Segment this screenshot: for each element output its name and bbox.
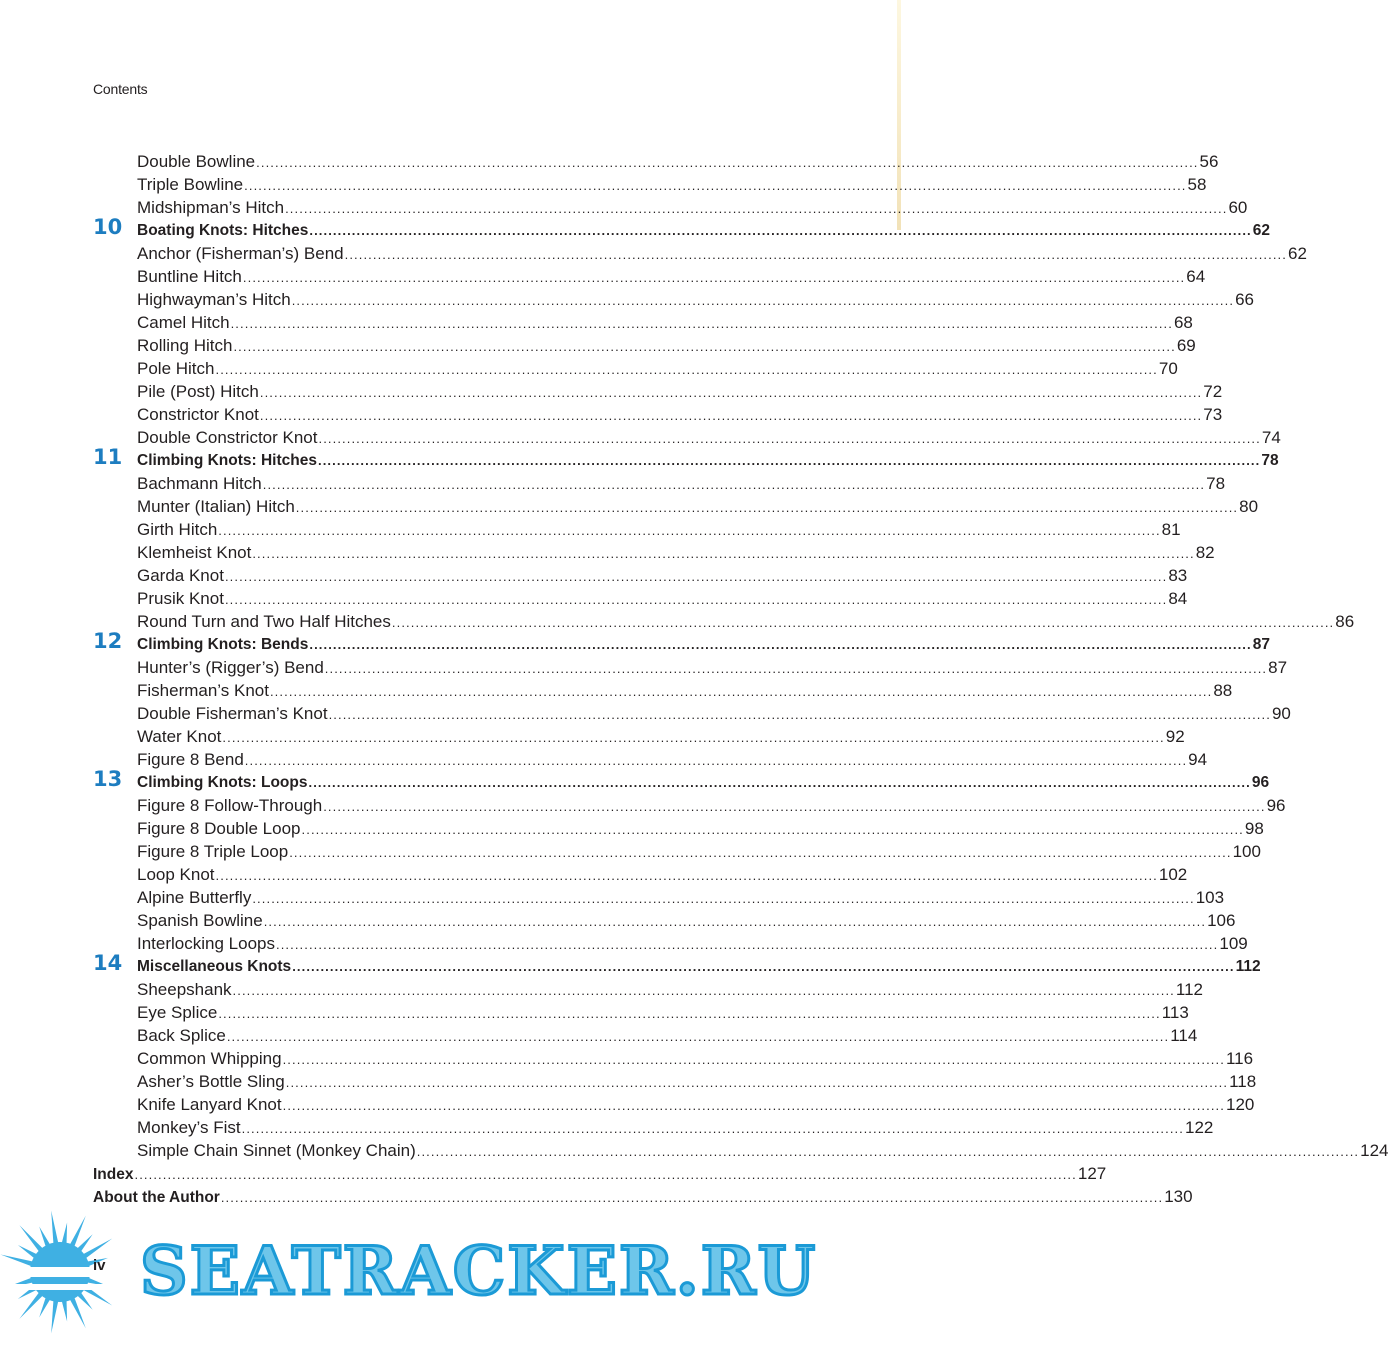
toc-entry-row	[93, 817, 1264, 840]
toc-entry-row	[93, 886, 1225, 909]
toc-title: Figure 8 Bend	[137, 750, 244, 769]
toc-backmatter-row	[93, 1162, 1107, 1185]
toc-page-number: 62	[1252, 222, 1270, 239]
toc-page-number: 118	[1229, 1072, 1257, 1091]
toc-entry-row	[93, 932, 1248, 955]
toc-entry-row	[93, 196, 1248, 219]
toc-title: Climbing Knots: Hitches	[137, 452, 317, 469]
toc-page-number: 84	[1168, 589, 1188, 608]
toc-title: Klemheist Knot	[137, 543, 252, 562]
toc-title: Pole Hitch	[137, 359, 215, 378]
toc-page-number: 112	[1175, 980, 1204, 999]
dot-leader: ........................................................................................................................................................................................................	[309, 637, 1252, 652]
toc-title: Loop Knot	[137, 865, 215, 884]
toc-chapter-row	[93, 629, 1270, 656]
toc-page-number: 90	[1271, 704, 1291, 723]
toc-entry-row	[93, 978, 1204, 1001]
toc-title: Figure 8 Triple Loop	[137, 842, 289, 861]
toc-title: Garda Knot	[137, 566, 224, 585]
toc-entry-row	[93, 679, 1233, 702]
toc-page-number: 86	[1335, 612, 1355, 631]
toc-chapter-row	[93, 767, 1270, 794]
toc-entry-row	[93, 242, 1307, 265]
toc-title: Common Whipping	[137, 1049, 282, 1068]
toc-title: Interlocking Loops	[137, 934, 275, 953]
toc-title: About the Author	[93, 1189, 220, 1206]
toc-page-number: 81	[1161, 520, 1181, 539]
dot-leader: ........................................................................................................................................................................................................	[323, 799, 1266, 814]
toc-page-number: 78	[1261, 452, 1279, 469]
sun-burst-icon	[0, 1212, 140, 1348]
toc-title: Index	[93, 1166, 134, 1183]
toc-entry-row	[93, 1047, 1254, 1070]
toc-entry-row	[93, 403, 1223, 426]
dot-leader: ........................................................................................................................................................................................................	[308, 775, 1251, 790]
dot-leader: ........................................................................................................................................................................................................	[244, 753, 1188, 768]
dot-leader: ........................................................................................................................................................................................................	[289, 845, 1232, 860]
toc-page-number: 122	[1184, 1118, 1214, 1137]
toc-title: Triple Bowline	[137, 175, 244, 194]
toc-entry-row	[93, 357, 1178, 380]
toc-entry-row	[93, 541, 1215, 564]
toc-page-number: 88	[1213, 681, 1233, 700]
dot-leader: ........................................................................................................................................................................................................	[233, 339, 1176, 354]
toc-page-number: 82	[1195, 543, 1215, 562]
chapter-number: 12	[93, 629, 123, 653]
toc-title: Double Constrictor Knot	[137, 428, 318, 447]
toc-entry-row	[93, 610, 1355, 633]
toc-title: Hunter’s (Rigger’s) Bend	[137, 658, 324, 677]
toc-page-number: 109	[1219, 934, 1248, 953]
toc-title: Girth Hitch	[137, 520, 218, 539]
toc-page-number: 72	[1203, 382, 1223, 401]
toc-entry-row	[93, 495, 1259, 518]
toc-page-number: 96	[1251, 774, 1270, 791]
toc-title: Asher’s Bottle Sling	[137, 1072, 285, 1091]
toc-title: Boating Knots: Hitches	[137, 222, 309, 239]
toc-title: Double Fisherman’s Knot	[137, 704, 328, 723]
chapter-number: 13	[93, 767, 123, 791]
dot-leader: ........................................................................................................................................................................................................	[263, 914, 1207, 929]
toc-page-number: 114	[1170, 1026, 1198, 1045]
sun-ray	[51, 1299, 58, 1333]
dot-leader: ........................................................................................................................................................................................................	[282, 1052, 1225, 1067]
toc-page-number: 56	[1199, 152, 1219, 171]
dot-leader: ........................................................................................................................................................................................................	[317, 453, 1261, 468]
toc-title: Alpine Butterfly	[137, 888, 252, 907]
dot-leader: ........................................................................................................................................................................................................	[244, 178, 1187, 193]
toc-page-number: 80	[1239, 497, 1259, 516]
toc-entry-row	[93, 909, 1236, 932]
dot-leader: ........................................................................................................................................................................................................	[218, 1006, 1161, 1021]
dot-leader: ........................................................................................................................................................................................................	[324, 661, 1268, 676]
dot-leader: ........................................................................................................................................................................................................	[256, 155, 1199, 170]
toc-entry-row	[93, 1070, 1257, 1093]
dot-leader: ........................................................................................................................................................................................................	[220, 1190, 1164, 1205]
dot-leader: ........................................................................................................................................................................................................	[215, 868, 1158, 883]
dot-leader: ........................................................................................................................................................................................................	[242, 270, 1186, 285]
dot-leader: ........................................................................................................................................................................................................	[134, 1167, 1077, 1182]
toc-title: Highwayman’s Hitch	[137, 290, 291, 309]
toc-title: Camel Hitch	[137, 313, 230, 332]
toc-title: Miscellaneous Knots	[137, 958, 292, 975]
toc-title: Pile (Post) Hitch	[137, 382, 259, 401]
dot-leader: ........................................................................................................................................................................................................	[285, 201, 1228, 216]
running-header: Contents	[93, 81, 148, 97]
toc-entry-row	[93, 794, 1286, 817]
dot-leader: ........................................................................................................................................................................................................	[391, 615, 1335, 630]
toc-chapter-row	[93, 445, 1279, 472]
toc-title: Bachmann Hitch	[137, 474, 262, 493]
toc-entry-row	[93, 587, 1188, 610]
dot-leader: ........................................................................................................................................................................................................	[252, 546, 1195, 561]
toc-entry-row	[93, 311, 1193, 334]
dot-leader: ........................................................................................................................................................................................................	[230, 316, 1173, 331]
toc-title: Climbing Knots: Loops	[137, 774, 308, 791]
toc-title: Fisherman’s Knot	[137, 681, 269, 700]
toc-page-number: 106	[1207, 911, 1236, 930]
toc-page-number: 92	[1165, 727, 1185, 746]
toc-title: Midshipman’s Hitch	[137, 198, 285, 217]
toc-page-number: 124	[1360, 1141, 1389, 1160]
watermark-text: SEATRACKER.RU	[140, 1232, 818, 1310]
toc-entry-row	[93, 173, 1207, 196]
dot-leader: ........................................................................................................................................................................................................	[292, 959, 1235, 974]
toc-entry-row	[93, 265, 1206, 288]
toc-entry-row	[93, 564, 1188, 587]
toc-page-number: 78	[1206, 474, 1226, 493]
sun-ray	[62, 1299, 68, 1321]
toc-entry-row	[93, 1093, 1255, 1116]
toc-title: Round Turn and Two Half Hitches	[137, 612, 391, 631]
dot-leader: ........................................................................................................................................................................................................	[226, 1029, 1170, 1044]
dot-leader: ........................................................................................................................................................................................................	[282, 1098, 1225, 1113]
toc-page-number: 70	[1158, 359, 1178, 378]
toc-page-number: 94	[1188, 750, 1208, 769]
toc-entry-row	[93, 1116, 1214, 1139]
toc-entry-row	[93, 518, 1181, 541]
toc-title: Monkey’s Fist	[137, 1118, 241, 1137]
toc-page-number: 98	[1244, 819, 1264, 838]
toc-page-number: 68	[1173, 313, 1193, 332]
dot-leader: ........................................................................................................................................................................................................	[259, 385, 1203, 400]
toc-title: Constrictor Knot	[137, 405, 259, 424]
chapter-number: 14	[93, 951, 123, 975]
toc-title: Knife Lanyard Knot	[137, 1095, 282, 1114]
sun-ray	[51, 1211, 58, 1245]
dot-leader: ........................................................................................................................................................................................................	[252, 891, 1195, 906]
toc-page-number: 112	[1235, 958, 1261, 975]
toc-page-number: 58	[1187, 175, 1207, 194]
toc-page-number: 100	[1232, 842, 1261, 861]
dot-leader: ........................................................................................................................................................................................................	[222, 730, 1165, 745]
toc-entry-row	[93, 725, 1185, 748]
dot-leader: ........................................................................................................................................................................................................	[241, 1121, 1184, 1136]
toc-page-number: 73	[1203, 405, 1223, 424]
toc-page-number: 103	[1195, 888, 1225, 907]
toc-title: Back Splice	[137, 1026, 226, 1045]
toc-title: Spanish Bowline	[137, 911, 263, 930]
dot-leader: ........................................................................................................................................................................................................	[262, 477, 1206, 492]
toc-title: Sheepshank	[137, 980, 232, 999]
toc-page-number: 113	[1161, 1003, 1189, 1022]
toc-chapter-row	[93, 951, 1261, 978]
toc-page-number: 60	[1228, 198, 1248, 217]
dot-leader: ........................................................................................................................................................................................................	[309, 223, 1252, 238]
toc-entry-row	[93, 1139, 1389, 1162]
dot-leader: ........................................................................................................................................................................................................	[295, 500, 1239, 515]
sun-ray	[62, 1223, 68, 1245]
toc-entry-row	[93, 150, 1219, 173]
toc-page-number: 116	[1225, 1049, 1254, 1068]
toc-page-number: 96	[1266, 796, 1286, 815]
toc-entry-row	[93, 840, 1261, 863]
toc-title: Figure 8 Double Loop	[137, 819, 301, 838]
toc-page-number: 87	[1252, 636, 1270, 653]
sun-ray	[1, 1255, 35, 1267]
toc-page-number: 130	[1164, 1187, 1193, 1206]
toc-page-number: 64	[1186, 267, 1206, 286]
dot-leader: ........................................................................................................................................................................................................	[291, 293, 1235, 308]
table-of-contents	[93, 150, 1389, 1208]
toc-chapter-row	[93, 215, 1270, 242]
toc-title: Simple Chain Sinnet (Monkey Chain)	[137, 1141, 416, 1160]
toc-entry-row	[93, 380, 1223, 403]
toc-title: Water Knot	[137, 727, 222, 746]
toc-title: Anchor (Fisherman’s) Bend	[137, 244, 344, 263]
dot-leader: ........................................................................................................................................................................................................	[344, 247, 1287, 262]
toc-entry-row	[93, 748, 1208, 771]
dot-leader: ........................................................................................................................................................................................................	[301, 822, 1244, 837]
page-footer	[0, 1212, 901, 1348]
toc-title: Climbing Knots: Bends	[137, 636, 309, 653]
toc-page-number: 102	[1158, 865, 1188, 884]
dot-leader: ........................................................................................................................................................................................................	[215, 362, 1158, 377]
toc-title: Prusik Knot	[137, 589, 224, 608]
toc-title: Buntline Hitch	[137, 267, 242, 286]
dot-leader: ........................................................................................................................................................................................................	[416, 1144, 1360, 1159]
dot-leader: ........................................................................................................................................................................................................	[224, 569, 1168, 584]
toc-title: Figure 8 Follow-Through	[137, 796, 323, 815]
toc-page-number: 62	[1287, 244, 1307, 263]
dot-leader: ........................................................................................................................................................................................................	[259, 408, 1203, 423]
toc-page-number: 69	[1176, 336, 1196, 355]
toc-entry-row	[93, 656, 1288, 679]
dot-leader: ........................................................................................................................................................................................................	[224, 592, 1168, 607]
toc-entry-row	[93, 863, 1188, 886]
toc-entry-row	[93, 288, 1254, 311]
toc-entry-row	[93, 426, 1281, 449]
dot-leader: ........................................................................................................................................................................................................	[285, 1075, 1229, 1090]
dot-leader: ........................................................................................................................................................................................................	[269, 684, 1213, 699]
toc-title: Rolling Hitch	[137, 336, 233, 355]
toc-entry-row	[93, 1024, 1198, 1047]
page-number: iv	[93, 1257, 106, 1274]
toc-title: Eye Splice	[137, 1003, 218, 1022]
toc-page-number: 66	[1235, 290, 1254, 309]
toc-title: Double Bowline	[137, 152, 256, 171]
dot-leader: ........................................................................................................................................................................................................	[232, 983, 1175, 998]
dot-leader: ........................................................................................................................................................................................................	[318, 431, 1261, 446]
toc-page-number: 127	[1077, 1164, 1107, 1183]
toc-page-number: 120	[1225, 1095, 1255, 1114]
toc-entry-row	[93, 1001, 1189, 1024]
toc-page-number: 87	[1268, 658, 1288, 677]
dot-leader: ........................................................................................................................................................................................................	[328, 707, 1271, 722]
dot-leader: ........................................................................................................................................................................................................	[218, 523, 1161, 538]
chapter-number: 10	[93, 215, 123, 239]
chapter-number: 11	[93, 445, 123, 469]
toc-title: Munter (Italian) Hitch	[137, 497, 295, 516]
toc-entry-row	[93, 334, 1196, 357]
toc-page-number: 83	[1168, 566, 1188, 585]
dot-leader: ........................................................................................................................................................................................................	[275, 937, 1219, 952]
toc-entry-row	[93, 472, 1226, 495]
toc-entry-row	[93, 702, 1291, 725]
toc-backmatter-row	[93, 1185, 1193, 1208]
toc-page-number: 74	[1261, 428, 1281, 447]
